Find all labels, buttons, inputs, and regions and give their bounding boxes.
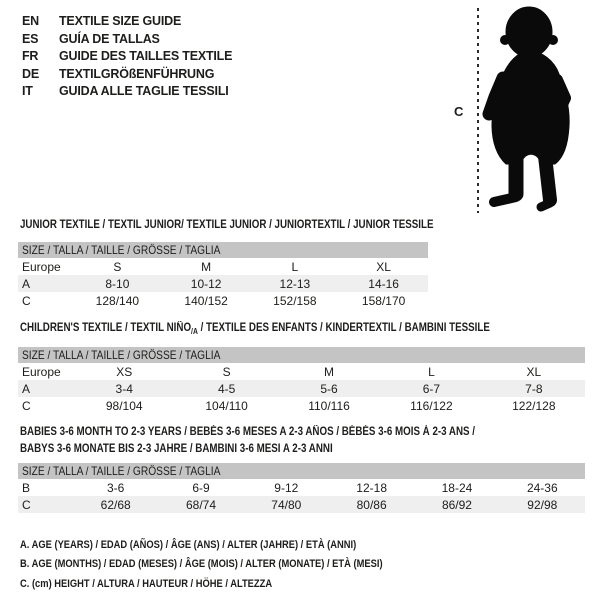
row-label: B [22, 480, 31, 495]
table-row [18, 380, 585, 397]
table-row [18, 292, 428, 309]
footnote-c: C. (cm) HEIGHT / ALTURA / HAUTEUR / HÖHE / ALTEZZA [20, 577, 273, 590]
height-figure [440, 0, 600, 220]
row-label: A [22, 276, 31, 291]
cell: 80/86 [356, 497, 387, 512]
table-row [18, 363, 585, 380]
footnote-b: B. AGE (MONTHS) / EDAD (MESES) / ÂGE (MOIS) / ALTER (MONATE) / ETÀ (MESI) [20, 558, 383, 571]
section-title-children-sub: /A [191, 326, 198, 336]
baby-silhouette-icon [482, 4, 580, 216]
cell: XS [116, 364, 133, 379]
cell: 5-6 [320, 381, 338, 396]
cell: 9-12 [274, 480, 299, 495]
cell: 158/170 [361, 293, 406, 308]
cell: 152/158 [273, 293, 317, 308]
cell: L [291, 259, 299, 274]
cell: 3-6 [106, 480, 125, 495]
row-label: C [22, 497, 31, 512]
language-label: GUIDE DES TAILLES TEXTILE [59, 49, 233, 63]
table-row [18, 258, 428, 275]
cell: 24-36 [526, 480, 558, 495]
cell: 68/74 [185, 497, 216, 512]
footnotes [20, 536, 447, 594]
table-header [18, 463, 585, 479]
cell: 74/80 [271, 497, 302, 512]
section-title-children [20, 320, 490, 337]
cell: XL [526, 364, 542, 379]
cell: XL [376, 259, 391, 274]
table-header-label: SIZE / TALLA / TAILLE / GRÖSSE / TAGLIA [22, 464, 221, 478]
row-label: C [22, 398, 31, 413]
cell: 8-10 [105, 276, 130, 291]
cell: 122/128 [512, 398, 556, 413]
cell: 12-18 [356, 480, 387, 495]
language-row [22, 48, 232, 66]
cell: 104/110 [205, 398, 248, 413]
cell: 10-12 [190, 276, 222, 291]
table-row [18, 479, 585, 496]
language-code: DE [22, 66, 39, 81]
section-title-children-part2: / TEXTILE DES ENFANTS / KINDERTEXTIL / BAMBINI TESSILE [197, 322, 490, 334]
cell: 14-16 [368, 276, 399, 291]
cell: 128/140 [95, 293, 140, 308]
row-label: C [22, 293, 31, 308]
language-row [22, 83, 232, 101]
section-title-babies-line2: BABYS 3-6 MONATE BIS 2-3 JAHRE / BAMBINI 3-6 MESI A 2-3 ANNI [20, 443, 333, 455]
language-code: IT [22, 84, 33, 98]
cell: 98/104 [105, 398, 143, 413]
size-table-children [18, 347, 585, 414]
table-header-label: SIZE / TALLA / TAILLE / GRÖSSE / TAGLIA [22, 243, 221, 257]
section-title-children-part1: CHILDREN'S TEXTILE / TEXTIL NIÑO [20, 322, 192, 334]
language-row [22, 66, 232, 84]
language-label: TEXTILGRÖßENFÜHRUNG [59, 66, 215, 81]
table-header-label: SIZE / TALLA / TAILLE / GRÖSSE / TAGLIA [22, 348, 221, 362]
size-table-junior [18, 242, 428, 309]
cell: S [222, 364, 231, 379]
cell: 140/152 [184, 293, 228, 308]
language-label: GUÍA DE TALLAS [59, 31, 160, 46]
cell: 6-7 [422, 381, 441, 396]
cell: 92/98 [527, 497, 558, 512]
language-code: ES [22, 31, 39, 46]
height-label: C [454, 104, 464, 119]
language-label: TEXTILE SIZE GUIDE [59, 14, 182, 28]
language-code: FR [22, 49, 39, 63]
footnote-a: A. AGE (YEARS) / EDAD (AÑOS) / ÂGE (ANS) / ALTER (JAHRE) / ETÀ (ANNI) [20, 539, 357, 551]
table-row [18, 496, 585, 513]
cell: 6-9 [192, 480, 210, 495]
cell: 4-5 [217, 381, 236, 396]
cell: S [113, 259, 122, 274]
size-table-babies [18, 463, 585, 513]
row-label: Europe [22, 259, 61, 274]
language-row [22, 31, 232, 49]
section-title-babies-line1: BABIES 3-6 MONTH TO 2-3 YEARS / BEBÉS 3-6 MESES A 2-3 AÑOS / BÉBÉS 3-6 MOIS À 2-3 ANS / [20, 426, 476, 438]
cell: 12-13 [279, 276, 311, 291]
language-code: EN [22, 14, 39, 28]
language-list [22, 13, 232, 101]
cell: 7-8 [525, 381, 543, 396]
row-label: Europe [22, 364, 61, 379]
section-title-junior: JUNIOR TEXTILE / TEXTIL JUNIOR/ TEXTILE JUNIOR / JUNIORTEXTIL / JUNIOR TESSILE [20, 219, 434, 231]
height-measure-line [477, 8, 479, 213]
cell: 110/116 [308, 398, 350, 413]
language-label: GUIDA ALLE TAGLIE TESSILI [59, 84, 229, 98]
cell: L [428, 364, 435, 379]
cell: 62/68 [100, 497, 131, 512]
cell: M [324, 364, 335, 379]
cell: 18-24 [441, 480, 473, 495]
table-row [18, 397, 585, 414]
row-label: A [22, 381, 31, 396]
cell: 86/92 [441, 497, 472, 512]
table-row [18, 275, 428, 292]
cell: M [201, 259, 212, 274]
language-row [22, 13, 232, 31]
cell: 3-4 [115, 381, 133, 396]
cell: 116/122 [410, 398, 453, 413]
table-header [18, 242, 428, 258]
section-title-babies [20, 424, 555, 458]
table-header [18, 347, 585, 363]
